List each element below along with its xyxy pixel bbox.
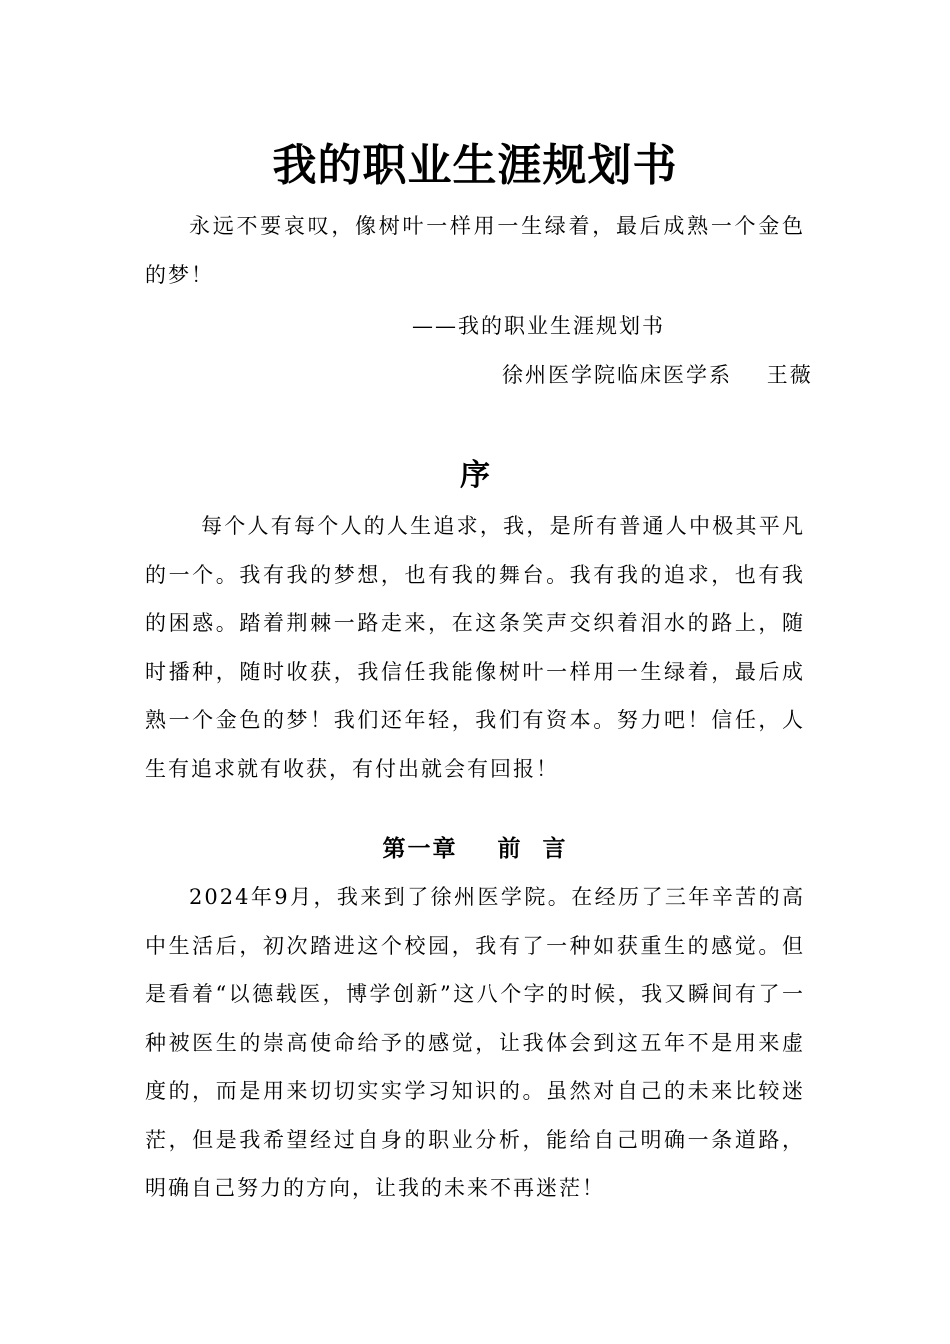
preface-heading: 序 bbox=[460, 458, 490, 493]
author-line: 徐州医学院临床医学系 王薇 bbox=[502, 363, 813, 387]
chapter-one-heading: 第一章 前 言 bbox=[382, 835, 568, 862]
epigraph-source: ——我的职业生涯规划书 bbox=[412, 314, 665, 338]
epigraph-text: 永远不要哀叹，像树叶一样用一生绿着，最后成熟一个金色的梦！ bbox=[145, 214, 805, 287]
preface-body: 每个人有每个人的人生追求，我，是所有普通人中极其平凡的一个。我有我的梦想，也有我的舞台。我有我的追求，也有我的困惑。踏着荆棘一路走来，在这条笑声交织着泪水的路上，随时播种，随时收获，我信任我能像树叶一样用一生绿着，最后成熟一个金色的梦！我们还年轻，我们有资本。努力吧！信任，人生有追求就有收获，有付出就会有回报！ bbox=[145, 514, 805, 781]
document-title: 我的职业生涯规划书 bbox=[272, 140, 678, 191]
chapter-one-body: 2024年9月，我来到了徐州医学院。在经历了三年辛苦的高中生活后，初次踏进这个校园，我有了一种如获重生的感觉。但是看着“以德载医，博学创新”这八个字的时候，我又瞬间有了一种被医生的崇高使命给予的感觉，让我体会到这五年不是用来虚度的，而是用来切切实实学习知识的。虽然对自己的未来比较迷茫，但是我希望经过自身的职业分析，能给自己明确一条道路，明确自己努力的方向，让我的未来不再迷茫！ bbox=[145, 885, 805, 1200]
